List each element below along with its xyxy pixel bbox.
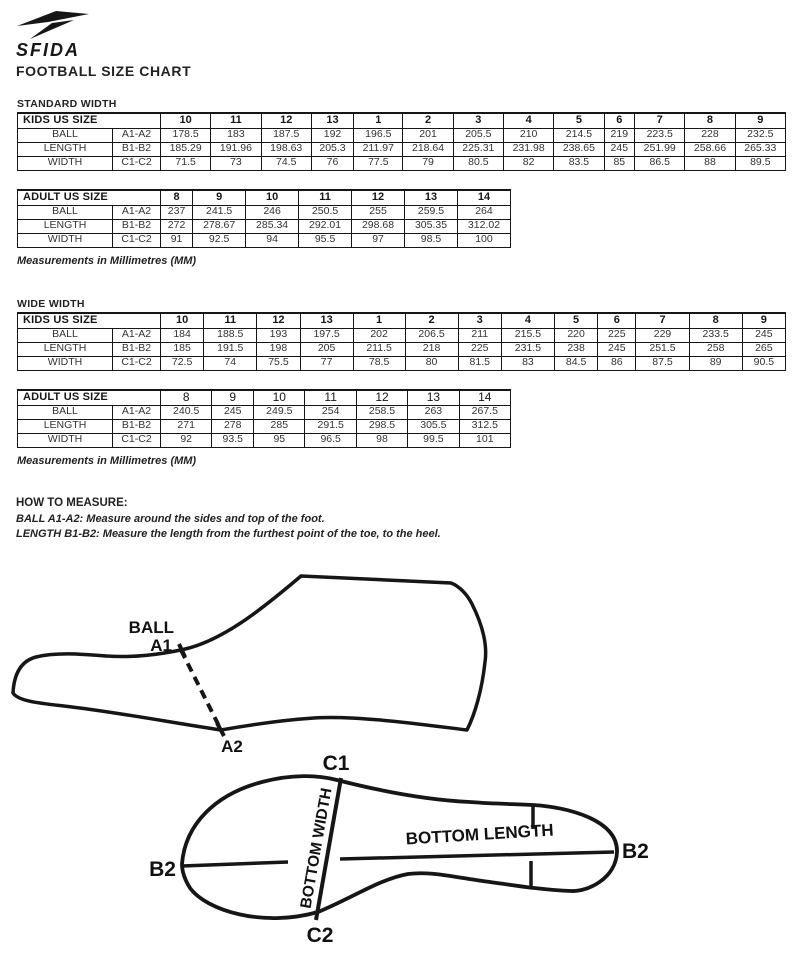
table-header-label: KIDS US SIZE: [18, 113, 161, 128]
size-column-header: 11: [305, 390, 356, 405]
measure-label: WIDTH: [18, 233, 113, 247]
c1-label: C1: [322, 752, 350, 775]
section-heading-standard-width: STANDARD WIDTH: [17, 98, 117, 110]
measurement-value: 201: [403, 128, 453, 142]
table-header-label: ADULT US SIZE: [18, 190, 161, 205]
measurement-value: 225: [598, 328, 636, 342]
table-header-label: KIDS US SIZE: [18, 313, 161, 328]
size-column-header: 13: [300, 313, 353, 328]
measurement-value: 298.5: [356, 419, 407, 433]
size-column-header: 10: [254, 390, 305, 405]
measurement-value: 98.5: [405, 233, 458, 247]
measurement-value: 305.5: [408, 419, 459, 433]
measurement-value: 254: [305, 405, 356, 419]
measurement-value: 82: [503, 156, 553, 170]
measurement-value: 191.96: [211, 142, 261, 156]
size-column-header: 2: [403, 113, 453, 128]
kids-wide-size-table: [17, 312, 786, 371]
measure-label: BALL: [18, 328, 113, 342]
measurement-value: 214.5: [554, 128, 604, 142]
measurement-value: 80: [405, 356, 458, 370]
size-column-header: 3: [453, 113, 503, 128]
ball-measure-dashed-line: [181, 650, 221, 730]
units-note: Measurements in Millimetres (MM): [17, 455, 197, 467]
page-title: FOOTBALL SIZE CHART: [16, 63, 192, 79]
table-row: [18, 128, 786, 142]
measurement-value: 285.34: [246, 219, 299, 233]
measurement-value: 258.66: [685, 142, 735, 156]
section-heading-wide-width: WIDE WIDTH: [17, 298, 85, 310]
measurement-value: 218: [405, 342, 458, 356]
measure-label: WIDTH: [18, 156, 113, 170]
measurement-value: 188.5: [204, 328, 257, 342]
measurement-value: 81.5: [458, 356, 501, 370]
table-row: [18, 342, 786, 356]
measurement-value: 285: [254, 419, 305, 433]
measure-code: C1-C2: [113, 233, 161, 247]
measurement-value: 278.67: [193, 219, 246, 233]
measurement-value: 312.5: [459, 419, 510, 433]
b2-left-label: B2: [149, 858, 176, 881]
size-column-header: 6: [598, 313, 636, 328]
measurement-value: 258.5: [356, 405, 407, 419]
measurement-value: 72.5: [161, 356, 204, 370]
size-column-header: 11: [211, 113, 261, 128]
measure-label: BALL: [18, 205, 113, 219]
measurement-value: 218.64: [403, 142, 453, 156]
size-column-header: 1: [353, 313, 405, 328]
measure-code: B1-B2: [113, 219, 161, 233]
measurement-value: 79: [403, 156, 453, 170]
adult-standard-size-table: [17, 189, 511, 248]
size-column-header: 9: [193, 190, 246, 205]
measurement-value: 100: [457, 233, 510, 247]
measurement-value: 185.29: [161, 142, 211, 156]
size-column-header: 9: [742, 313, 785, 328]
measurement-value: 95: [254, 433, 305, 447]
measurement-value: 85: [604, 156, 635, 170]
measurement-value: 88: [685, 156, 735, 170]
measurement-value: 80.5: [453, 156, 503, 170]
measure-label: BALL: [18, 405, 113, 419]
side-foot-diagram: [6, 558, 502, 758]
measurement-value: 245: [604, 142, 635, 156]
size-column-header: 12: [261, 113, 311, 128]
measurement-value: 78.5: [353, 356, 405, 370]
size-column-header: 11: [299, 190, 352, 205]
size-column-header: 12: [356, 390, 407, 405]
measurement-value: 246: [246, 205, 299, 219]
size-header-row: [18, 190, 511, 205]
measure-code: C1-C2: [113, 433, 161, 447]
measure-label: WIDTH: [18, 356, 113, 370]
table-row: [18, 156, 786, 170]
bottom-length-label: BOTTOM LENGTH: [405, 820, 555, 849]
measurement-value: 298.68: [352, 219, 405, 233]
measurement-value: 312.02: [457, 219, 510, 233]
measurement-value: 93.5: [212, 433, 254, 447]
kids-standard-size-table: [17, 112, 786, 171]
measure-label: LENGTH: [18, 342, 113, 356]
sole-outline: [182, 776, 617, 918]
table-row: [18, 205, 511, 219]
measurement-value: 205.3: [311, 142, 353, 156]
b2-right-label: B2: [622, 840, 649, 863]
measurement-value: 86.5: [635, 156, 685, 170]
measurement-value: 249.5: [254, 405, 305, 419]
measure-code: A1-A2: [113, 405, 161, 419]
measurement-value: 74: [204, 356, 257, 370]
measurement-value: 95.5: [299, 233, 352, 247]
measurement-value: 251.5: [636, 342, 689, 356]
measure-code: A1-A2: [113, 128, 161, 142]
measurement-value: 245: [212, 405, 254, 419]
measure-code: B1-B2: [113, 342, 161, 356]
size-column-header: 5: [554, 113, 604, 128]
measurement-value: 241.5: [193, 205, 246, 219]
size-header-row: [18, 313, 786, 328]
measurement-value: 223.5: [635, 128, 685, 142]
table-row: [18, 233, 511, 247]
measurement-value: 77: [300, 356, 353, 370]
size-column-header: 8: [689, 313, 742, 328]
measurement-value: 83: [501, 356, 554, 370]
measurement-value: 210: [503, 128, 553, 142]
measurement-value: 206.5: [405, 328, 458, 342]
measurement-value: 73: [211, 156, 261, 170]
measurement-value: 90.5: [742, 356, 785, 370]
measurement-value: 74.5: [261, 156, 311, 170]
bottom-length-line: [340, 852, 614, 859]
how-to-measure-block: [16, 497, 441, 543]
size-column-header: 4: [501, 313, 554, 328]
size-column-header: 4: [503, 113, 553, 128]
measure-code: C1-C2: [113, 356, 161, 370]
measurement-value: 291.5: [305, 419, 356, 433]
measurement-value: 237: [161, 205, 193, 219]
size-column-header: 12: [257, 313, 300, 328]
a2-label: A2: [221, 737, 243, 756]
how-to-measure-length-line: LENGTH B1-B2: Measure the length from the furthest point of the toe, to the heel.: [16, 528, 441, 540]
sole-diagram: [140, 752, 660, 954]
size-column-header: 9: [212, 390, 254, 405]
measure-code: A1-A2: [113, 328, 161, 342]
size-header-row: [18, 113, 786, 128]
size-column-header: 10: [246, 190, 299, 205]
measurement-value: 71.5: [161, 156, 211, 170]
c2-label: C2: [306, 924, 334, 947]
size-column-header: 10: [161, 113, 211, 128]
table-header-label: ADULT US SIZE: [18, 390, 161, 405]
measure-label: BALL: [18, 128, 113, 142]
measurement-value: 225: [458, 342, 501, 356]
size-column-header: 6: [604, 113, 635, 128]
logo-wordmark: SFIDA: [16, 40, 80, 60]
measurement-value: 255: [352, 205, 405, 219]
ball-label: BALL: [128, 618, 174, 637]
measurement-value: 91: [161, 233, 193, 247]
size-column-header: 7: [635, 113, 685, 128]
measurement-value: 187.5: [261, 128, 311, 142]
measurement-value: 211.97: [354, 142, 403, 156]
measurement-value: 84.5: [554, 356, 597, 370]
measurement-value: 272: [161, 219, 193, 233]
size-column-header: 7: [636, 313, 689, 328]
measurement-value: 225.31: [453, 142, 503, 156]
size-header-row: [18, 390, 511, 405]
measurement-value: 86: [598, 356, 636, 370]
size-column-header: 8: [161, 190, 193, 205]
measurement-value: 98: [356, 433, 407, 447]
measurement-value: 228: [685, 128, 735, 142]
measurement-value: 205: [300, 342, 353, 356]
table-row: [18, 356, 786, 370]
size-column-header: 13: [405, 190, 458, 205]
measurement-value: 263: [408, 405, 459, 419]
measurement-value: 267.5: [459, 405, 510, 419]
measurement-value: 92: [161, 433, 212, 447]
measurement-value: 211: [458, 328, 501, 342]
measurement-value: 75.5: [257, 356, 300, 370]
measurement-value: 198: [257, 342, 300, 356]
size-column-header: 12: [352, 190, 405, 205]
measurement-value: 264: [457, 205, 510, 219]
measure-code: B1-B2: [113, 419, 161, 433]
measurement-value: 250.5: [299, 205, 352, 219]
how-to-measure-ball-line: BALL A1-A2: Measure around the sides and top of the foot.: [16, 513, 325, 525]
measure-label: LENGTH: [18, 419, 113, 433]
measurement-value: 265: [742, 342, 785, 356]
measurement-value: 96.5: [305, 433, 356, 447]
measurement-value: 92.5: [193, 233, 246, 247]
measurement-value: 191.5: [204, 342, 257, 356]
measurement-value: 305.35: [405, 219, 458, 233]
measurement-value: 245: [598, 342, 636, 356]
measurement-value: 76: [311, 156, 353, 170]
measurement-value: 198.63: [261, 142, 311, 156]
table-row: [18, 419, 511, 433]
size-column-header: 9: [735, 113, 785, 128]
units-note: Measurements in Millimetres (MM): [17, 255, 197, 267]
measurement-value: 231.98: [503, 142, 553, 156]
size-column-header: 1: [354, 113, 403, 128]
a1-label: A1: [150, 636, 172, 655]
measurement-value: 196.5: [354, 128, 403, 142]
measurement-value: 99.5: [408, 433, 459, 447]
measurement-value: 219: [604, 128, 635, 142]
size-column-header: 11: [204, 313, 257, 328]
measure-code: A1-A2: [113, 205, 161, 219]
measurement-value: 233.5: [689, 328, 742, 342]
measurement-value: 178.5: [161, 128, 211, 142]
table-row: [18, 433, 511, 447]
measurement-value: 259.5: [405, 205, 458, 219]
bottom-length-line-left: [182, 862, 288, 866]
size-column-header: 5: [554, 313, 597, 328]
bottom-width-label: BOTTOM WIDTH: [297, 786, 336, 910]
measurement-value: 193: [257, 328, 300, 342]
measurement-value: 184: [161, 328, 204, 342]
measurement-value: 258: [689, 342, 742, 356]
measurement-value: 215.5: [501, 328, 554, 342]
table-row: [18, 328, 786, 342]
measurement-value: 292.01: [299, 219, 352, 233]
measurement-value: 94: [246, 233, 299, 247]
measurement-value: 89: [689, 356, 742, 370]
measurement-value: 231.5: [501, 342, 554, 356]
size-column-header: 8: [685, 113, 735, 128]
measurement-value: 229: [636, 328, 689, 342]
measure-code: C1-C2: [113, 156, 161, 170]
table-row: [18, 405, 511, 419]
measurement-value: 77.5: [354, 156, 403, 170]
sfida-swoosh-icon: [16, 10, 90, 40]
size-column-header: 14: [457, 190, 510, 205]
measurement-value: 245: [742, 328, 785, 342]
measurement-value: 238.65: [554, 142, 604, 156]
size-column-header: 14: [459, 390, 510, 405]
size-column-header: 3: [458, 313, 501, 328]
measurement-value: 232.5: [735, 128, 785, 142]
measurement-value: 278: [212, 419, 254, 433]
measurement-value: 183: [211, 128, 261, 142]
measurement-value: 185: [161, 342, 204, 356]
size-column-header: 13: [311, 113, 353, 128]
measurement-value: 271: [161, 419, 212, 433]
measurement-value: 205.5: [453, 128, 503, 142]
size-column-header: 2: [405, 313, 458, 328]
measurement-value: 87.5: [636, 356, 689, 370]
table-row: [18, 219, 511, 233]
measurement-value: 251.99: [635, 142, 685, 156]
size-column-header: 13: [408, 390, 459, 405]
size-column-header: 10: [161, 313, 204, 328]
measurement-value: 211.5: [353, 342, 405, 356]
table-row: [18, 142, 786, 156]
size-column-header: 8: [161, 390, 212, 405]
measurement-value: 89.5: [735, 156, 785, 170]
adult-wide-size-table: [17, 389, 511, 448]
measure-code: B1-B2: [113, 142, 161, 156]
measurement-value: 101: [459, 433, 510, 447]
measure-label: LENGTH: [18, 142, 113, 156]
measurement-value: 192: [311, 128, 353, 142]
a1-tick: [179, 644, 185, 657]
how-to-measure-heading: HOW TO MEASURE:: [16, 497, 128, 509]
measurement-value: 202: [353, 328, 405, 342]
measure-label: LENGTH: [18, 219, 113, 233]
measurement-value: 265.33: [735, 142, 785, 156]
measurement-value: 197.5: [300, 328, 353, 342]
measure-label: WIDTH: [18, 433, 113, 447]
measurement-value: 83.5: [554, 156, 604, 170]
measurement-value: 220: [554, 328, 597, 342]
measurement-value: 240.5: [161, 405, 212, 419]
foot-outline: [13, 576, 486, 730]
measurement-value: 97: [352, 233, 405, 247]
measurement-value: 238: [554, 342, 597, 356]
